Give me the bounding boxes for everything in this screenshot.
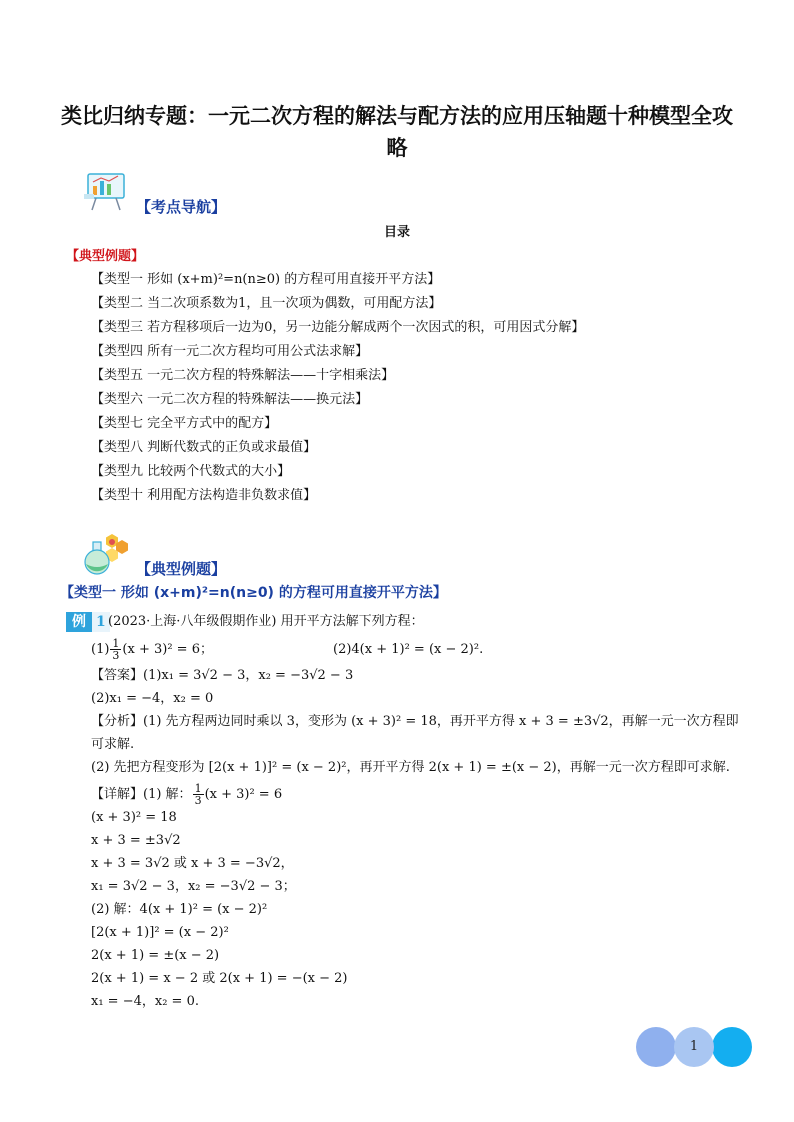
detail-prefix: 【详解】(1) 解： — [91, 787, 192, 802]
toc-item[interactable]: 【类型九 比较两个代数式的大小】 — [91, 464, 291, 479]
answer-line-2: (2)x₁ = −4，x₂ = 0 — [91, 691, 214, 706]
solution-step: x₁ = −4，x₂ = 0. — [91, 994, 199, 1009]
solution-step: x₁ = 3√2 − 3，x₂ = −3√2 − 3； — [91, 879, 296, 894]
analysis-line-3: (2) 先把方程变形为 [2(x + 1)]² = (x − 2)²，再开平方得 2(x + 1) = ±(x − 2)，再解一元一次方程即可求解. — [91, 760, 730, 775]
toc-item[interactable]: 【类型二 当二次项系数为1，且一次项为偶数，可用配方法】 — [91, 296, 442, 311]
toc-item[interactable]: 【类型五 一元二次方程的特殊解法——十字相乘法】 — [91, 368, 395, 383]
typical-label: 【典型例题】 — [66, 249, 145, 264]
example-number: 1 — [92, 612, 110, 632]
fraction-numerator: 1 — [112, 637, 120, 650]
solution-step: x + 3 = 3√2 或 x + 3 = −3√2， — [91, 856, 294, 871]
toc-item[interactable]: 【类型七 完全平方式中的配方】 — [91, 416, 278, 431]
toc-item[interactable]: 【类型十 利用配方法构造非负数求值】 — [91, 488, 317, 503]
fraction-denominator: 3 — [112, 649, 120, 662]
toc-item[interactable]: 【类型三 若方程移项后一边为0，另一边能分解成两个一次因式的积，可用因式分解】 — [91, 320, 585, 335]
toc-item[interactable]: 【类型一 形如 (x+m)²=n(n≥0) 的方程可用直接开平方法】 — [91, 272, 441, 287]
type1-heading: 【类型一 形如 (x+m)²=n(n≥0) 的方程可用直接开平方法】 — [60, 585, 447, 601]
detail-line — [91, 783, 282, 806]
detail-body: (x + 3)² = 6 — [204, 787, 283, 802]
analysis-line-2: 可求解. — [91, 737, 135, 752]
problem-2: (2)4(x + 1)² = (x − 2)². — [333, 642, 484, 657]
solution-step: (2) 解：4(x + 1)² = (x − 2)² — [91, 902, 268, 917]
page-title: 类比归纳专题：一元二次方程的解法与配方法的应用压轴题十种模型全攻略 — [61, 104, 733, 160]
solution-step: 2(x + 1) = x − 2 或 2(x + 1) = −(x − 2) — [91, 971, 348, 986]
toc-item[interactable]: 【类型八 判断代数式的正负或求最值】 — [91, 440, 317, 455]
page-circle-right — [712, 1027, 752, 1067]
analysis-line-1: 【分析】(1) 先方程两边同时乘以 3，变形为 (x + 3)² = 18，再开平方得 x + 3 = ±3√2，再解一元一次方程即 — [91, 714, 739, 729]
page-number-badge — [636, 1027, 752, 1067]
solution-step: x + 3 = ±3√2 — [91, 833, 181, 848]
fraction — [110, 638, 121, 661]
nav-label: 【考点导航】 — [136, 198, 227, 216]
solution-step: [2(x + 1)]² = (x − 2)² — [91, 925, 229, 940]
problem-1-body: (x + 3)² = 6； — [122, 642, 213, 657]
solution-step: (x + 3)² = 18 — [91, 810, 177, 825]
example-badge: 例 — [66, 612, 92, 632]
page-number: 1 — [689, 1039, 699, 1054]
example-source: (2023·上海·八年级假期作业) 用开平方法解下列方程： — [108, 614, 424, 629]
fraction-denominator: 3 — [194, 794, 202, 807]
fraction-numerator: 1 — [194, 782, 202, 795]
toc-item[interactable]: 【类型四 所有一元二次方程均可用公式法求解】 — [91, 344, 369, 359]
solution-step: 2(x + 1) = ±(x − 2) — [91, 948, 220, 963]
page-circle-left — [636, 1027, 676, 1067]
examples-label: 【典型例题】 — [136, 560, 227, 578]
toc-item[interactable]: 【类型六 一元二次方程的特殊解法——换元法】 — [91, 392, 369, 407]
toc-heading: 目录 — [383, 225, 410, 240]
fraction — [193, 783, 204, 806]
toc-list — [91, 268, 584, 508]
problem-1 — [91, 638, 213, 661]
flask-icon — [82, 532, 132, 576]
chart-board-icon — [82, 170, 132, 212]
problem-1-prefix: (1) — [91, 642, 110, 657]
answer-line-1: 【答案】(1)x₁ = 3√2 − 3，x₂ = −3√2 − 3 — [91, 668, 354, 683]
